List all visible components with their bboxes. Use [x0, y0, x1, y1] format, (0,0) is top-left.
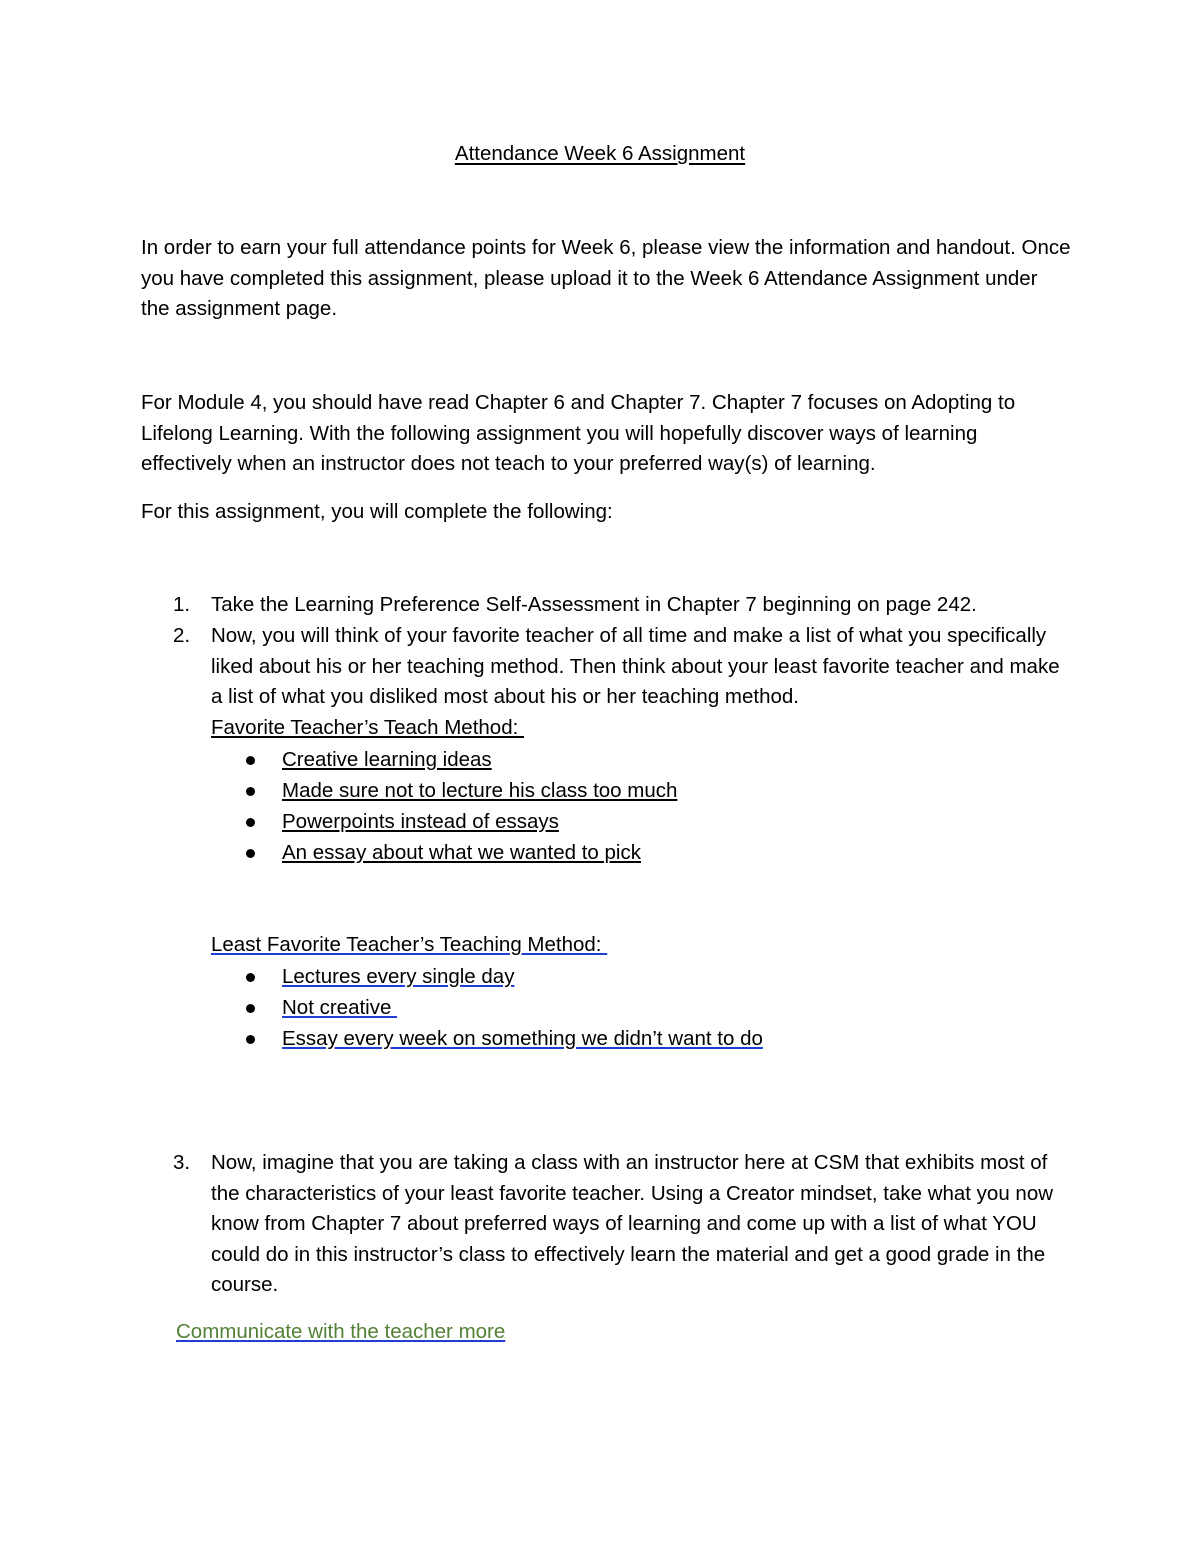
list-item-text: An essay about what we wanted to pick	[282, 841, 641, 864]
list-item-text: Lectures every single day	[282, 965, 515, 988]
list-item-text: Not creative	[282, 996, 398, 1019]
list-item-text: Creative learning ideas	[282, 748, 492, 771]
document-title: Attendance Week 6 Assignment	[454, 142, 746, 165]
intro-paragraph: In order to earn your full attendance points for Week 6, please view the information and handout. Once you have completed this assignment, please upload it to the Week 6 Attendance Assignment under the assignment page.	[141, 236, 1071, 320]
list-item-text: Made sure not to lecture his class too much	[282, 779, 678, 802]
bullet-icon	[246, 1035, 255, 1044]
least-favorite-teacher-heading: Least Favorite Teacher’s Teaching Method:	[211, 933, 608, 956]
answer-text: Communicate with the teacher more	[176, 1320, 506, 1343]
bullet-icon	[246, 849, 255, 858]
step-number: 3.	[173, 1151, 191, 1174]
step-text: Now, imagine that you are taking a class with an instructor here at CSM that exhibits most of the characteristics of your least favorite teacher. Using a Creator mindset, take what you now know from Chapter 7 about preferred ways of learning and come up with a list of what YOU could do in this instructor’s class to effectively learn the material and get a good grade in the course.	[211, 1151, 1054, 1296]
assignment-intro: For this assignment, you will complete the following:	[141, 500, 613, 523]
step-item-2	[141, 621, 1071, 713]
step-number: 1.	[173, 593, 191, 616]
step-number: 2.	[173, 624, 191, 647]
list-item-text: Essay every week on something we didn’t want to do	[282, 1027, 763, 1050]
bullet-icon	[246, 1004, 255, 1013]
step-item-3	[141, 1148, 1071, 1301]
bullet-icon	[246, 756, 255, 765]
step-text: Take the Learning Preference Self-Assessment in Chapter 7 beginning on page 242.	[211, 593, 977, 616]
bullet-icon	[246, 973, 255, 982]
step-text: Now, you will think of your favorite teacher of all time and make a list of what you specifically liked about his or her teaching method. Then think about your least favorite teacher and make a list of what you disliked most about his or her teaching method.	[211, 624, 1060, 708]
favorite-teacher-heading: Favorite Teacher’s Teach Method:	[211, 716, 524, 739]
module-paragraph: For Module 4, you should have read Chapter 6 and Chapter 7. Chapter 7 focuses on Adopting to Lifelong Learning. With the following assignment you will hopefully discover ways of learning effectively when an instructor does not teach to your preferred way(s) of learning.	[141, 391, 1016, 475]
step-item-1	[141, 590, 1071, 621]
list-item-text: Powerpoints instead of essays	[282, 810, 559, 833]
bullet-icon	[246, 818, 255, 827]
bullet-icon	[246, 787, 255, 796]
